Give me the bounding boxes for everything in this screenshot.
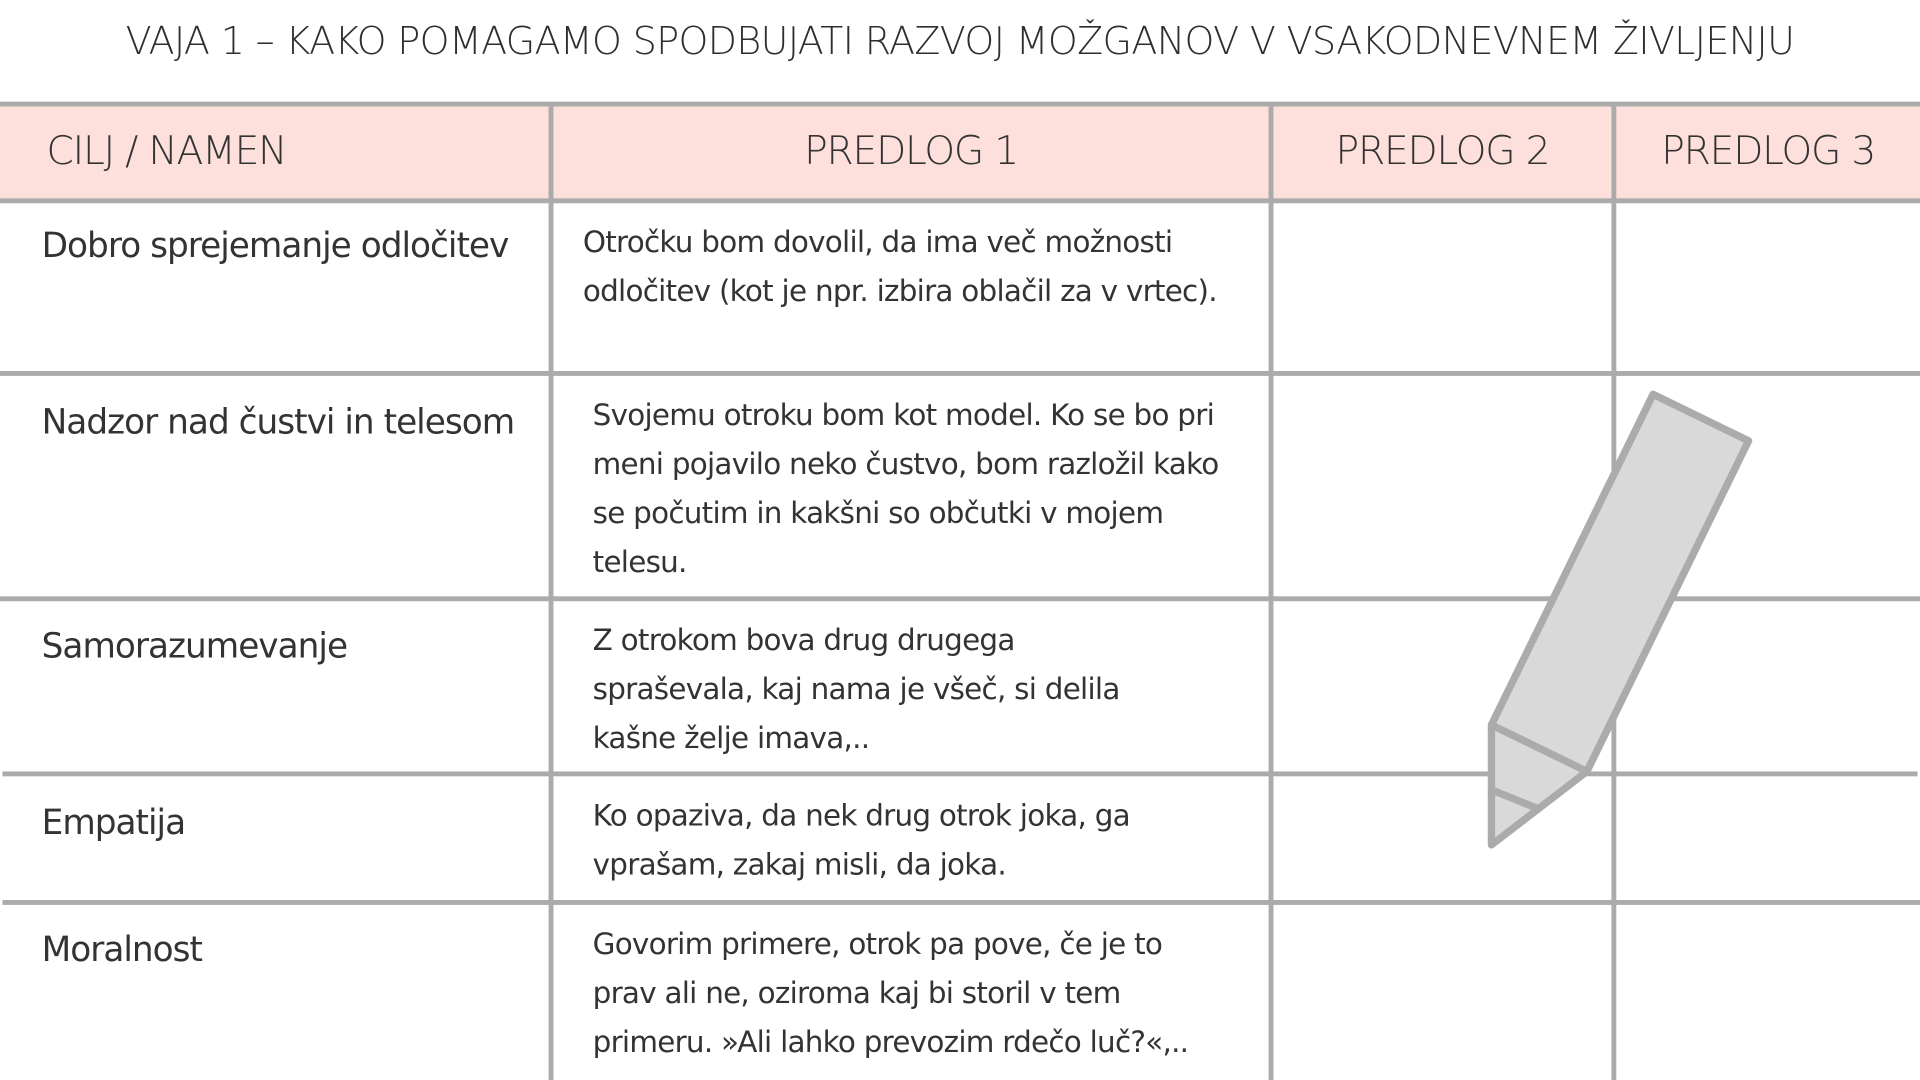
predlog-1-cell[interactable]: Ko opaziva, da nek drug otrok joka, ga vprašam, zakaj misli, da joka. xyxy=(592,798,1130,882)
goal-cell: Moralnost xyxy=(41,929,203,970)
header-predlog-1: PREDLOG 1 xyxy=(804,127,1018,174)
goal-cell: Nadzor nad čustvi in telesom xyxy=(41,401,515,443)
header-predlog-3: PREDLOG 3 xyxy=(1661,127,1876,174)
predlog-1-cell[interactable]: Govorim primere, otrok pa pove, če je to prav ali ne, oziroma kaj bi storil v tem primeru. »Ali lahko prevozim rdečo luč?«,.. xyxy=(592,926,1189,1060)
header-predlog-2: PREDLOG 2 xyxy=(1335,127,1550,174)
goal-cell: Dobro sprejemanje odločitev xyxy=(41,225,509,266)
predlog-1-cell[interactable]: Z otrokom bova drug drugega spraševala, kaj nama je všeč, si delila kašne želje imava,.. xyxy=(592,623,1120,756)
page-title: VAJA 1 – KAKO POMAGAMO SPODBUJATI RAZVOJ MOŽGANOV V VSAKODNEVNEM ŽIVLJENJU xyxy=(125,19,1795,64)
header-goal: CILJ / NAMEN xyxy=(46,127,287,174)
predlog-1-cell[interactable]: Otročku bom dovolil, da ima več možnosti odločitev (kot je npr. izbira oblačil za v vrtec). xyxy=(582,225,1217,309)
goal-cell: Samorazumevanje xyxy=(41,625,348,667)
goal-cell: Empatija xyxy=(41,802,186,843)
predlog-1-cell[interactable]: Svojemu otroku bom kot model. Ko se bo pri meni pojavilo neko čustvo, bom razložil kako se počutim in kakšni so občutki v mojem telesu. xyxy=(592,397,1219,580)
